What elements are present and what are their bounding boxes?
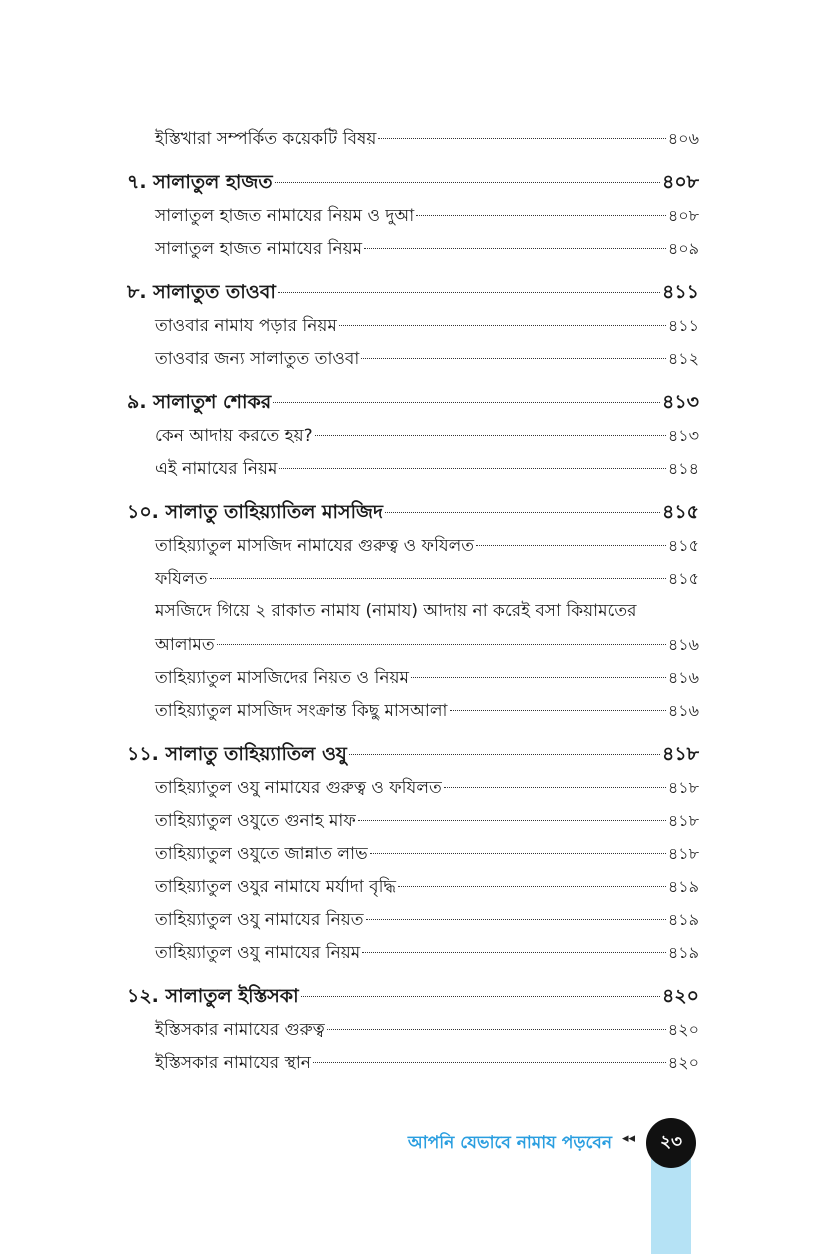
toc-entry-title: তাহিয়্যাতুল মাসজিদ নামাযের গুরুত্ব ও ফযিলত — [155, 536, 475, 556]
dot-leader — [301, 996, 660, 997]
dot-leader — [385, 512, 660, 513]
dot-leader — [358, 820, 666, 821]
toc-page-number: ৪০৬ — [667, 129, 699, 148]
toc-entry-title: ইস্তিখারা সম্পর্কিত কয়েকটি বিষয় — [155, 129, 377, 149]
toc-entry-line[interactable] — [127, 595, 699, 628]
toc-entry[interactable] — [127, 1013, 699, 1046]
toc-entry-title: ১২. সালাতুল ইস্তিসকা — [127, 985, 299, 1007]
toc-entry[interactable] — [127, 342, 699, 375]
dot-leader — [366, 919, 666, 920]
page-number-badge — [646, 1118, 696, 1168]
toc-entry-title: তাহিয়্যাতুল ওযু নামাযের নিয়ম — [155, 943, 361, 963]
toc-entry-title: ৭. সালাতুল হাজত — [127, 171, 273, 193]
toc-entry[interactable] — [127, 199, 699, 232]
dot-leader — [416, 215, 666, 216]
toc-entry-title: তাহিয়্যাতুল মাসজিদ সংক্রান্ত কিছু মাসআলা — [155, 701, 448, 721]
toc-entry[interactable] — [127, 628, 699, 661]
toc-page-number: ৪২০ — [667, 1053, 699, 1072]
toc-chapter-entry[interactable] — [127, 979, 699, 1013]
toc-entry[interactable] — [127, 661, 699, 694]
toc-entry-title: সালাতুল হাজত নামাযের নিয়ম ও দুআ — [155, 206, 415, 226]
toc-chapter-entry[interactable] — [127, 737, 699, 771]
dot-leader — [279, 468, 665, 469]
toc-page-number: ৪১৯ — [667, 877, 699, 896]
toc-chapter-entry[interactable] — [127, 165, 699, 199]
toc-page-number: ৪১৯ — [667, 910, 699, 929]
toc-entry-title: এই নামাযের নিয়ম — [155, 459, 278, 479]
dot-leader — [450, 710, 666, 711]
toc-entry[interactable] — [127, 419, 699, 452]
toc-entry-title: সালাতুল হাজত নামাযের নিয়ম — [155, 239, 363, 259]
footer-book-title: আপনি যেভাবে নামায পড়বেন — [407, 1133, 612, 1153]
toc-entry-title: আলামত — [155, 635, 215, 655]
toc-page-number: ৪১৩ — [661, 391, 699, 413]
toc-entry-title: তাহিয়্যাতুল ওযুতে জান্নাত লাভ — [155, 844, 368, 864]
toc-page-number: ৪২০ — [667, 1020, 699, 1039]
toc-entry-title: তাহিয়্যাতুল মাসজিদের নিয়ত ও নিয়ম — [155, 668, 409, 688]
toc-entry-title: তাহিয়্যাতুল ওযুতে গুনাহ মাফ — [155, 811, 356, 831]
toc-entry-title: কেন আদায় করতে হয়? — [155, 426, 313, 446]
toc-page-number: ৪০৮ — [667, 206, 699, 225]
toc-page-number: ৪১৮ — [667, 778, 699, 797]
dot-leader — [217, 644, 666, 645]
toc-entry[interactable] — [127, 1046, 699, 1079]
toc-entry[interactable] — [127, 870, 699, 903]
page-number: ২৩ — [659, 1132, 683, 1152]
toc-page-number: ৪১৫ — [667, 536, 699, 555]
toc-entry[interactable] — [127, 936, 699, 969]
toc-page-number: ৪১৫ — [667, 569, 699, 588]
toc-page-number: ৪১৮ — [667, 844, 699, 863]
toc-chapter-entry[interactable] — [127, 495, 699, 529]
dot-leader — [370, 853, 666, 854]
toc-page-number: ৪১৪ — [667, 459, 699, 478]
toc-entry-title: ৮. সালাতুত তাওবা — [127, 281, 276, 303]
dot-leader — [361, 358, 666, 359]
double-left-arrow-icon: ◂◂ — [622, 1131, 636, 1146]
toc-entry-title: তাহিয়্যাতুল ওযু নামাযের নিয়ত — [155, 910, 364, 930]
toc-entry[interactable] — [127, 232, 699, 265]
toc-page-number: ৪১১ — [662, 281, 699, 303]
toc-entry-title: ইস্তিসকার নামাযের গুরুত্ব — [155, 1020, 325, 1040]
toc-entry[interactable] — [127, 529, 699, 562]
toc-entry[interactable] — [127, 903, 699, 936]
toc-page-number: ৪১৩ — [667, 426, 699, 445]
toc-page-number: ৪১২ — [667, 349, 699, 368]
toc-entry[interactable] — [127, 771, 699, 804]
dot-leader — [398, 886, 666, 887]
toc-entry-title: ১১. সালাতু তাহিয়্যাতিল ওযু — [127, 743, 347, 765]
dot-leader — [444, 787, 666, 788]
toc-page-number: ৪১৬ — [667, 701, 699, 720]
dot-leader — [327, 1029, 666, 1030]
dot-leader — [210, 578, 666, 579]
table-of-contents — [127, 122, 699, 1079]
toc-entry-title: মসজিদে গিয়ে ২ রাকাত নামায (নামায) আদায় না করেই বসা কিয়ামতের — [155, 601, 637, 621]
toc-entry-title: তাওবার জন্য সালাতুত তাওবা — [155, 349, 360, 369]
toc-page-number: ৪১৮ — [667, 811, 699, 830]
toc-page-number: ৪২০ — [661, 985, 699, 1007]
toc-page-number: ৪০৮ — [661, 171, 699, 193]
toc-entry[interactable] — [127, 694, 699, 727]
dot-leader — [313, 1062, 666, 1063]
dot-leader — [275, 182, 660, 183]
dot-leader — [315, 435, 666, 436]
dot-leader — [364, 248, 666, 249]
toc-entry-title: ৯. সালাতুশ শোকর — [127, 391, 272, 413]
toc-page-number: ৪১৮ — [662, 743, 699, 765]
toc-entry-title: ১০. সালাতু তাহিয়্যাতিল মাসজিদ — [127, 501, 383, 523]
toc-page-number: ৪১১ — [667, 316, 699, 335]
dot-leader — [362, 952, 666, 953]
toc-page-number: ৪১৬ — [667, 668, 699, 687]
toc-entry[interactable] — [127, 452, 699, 485]
toc-entry[interactable] — [127, 562, 699, 595]
dot-leader — [378, 138, 665, 139]
toc-page-number: ৪১৯ — [667, 943, 699, 962]
dot-leader — [273, 402, 660, 403]
toc-entry[interactable] — [127, 837, 699, 870]
toc-entry-title: তাহিয়্যাতুল ওযু নামাযের গুরুত্ব ও ফযিলত — [155, 778, 442, 798]
toc-entry-title: তাওবার নামায পড়ার নিয়ম — [155, 316, 337, 336]
dot-leader — [339, 325, 666, 326]
dot-leader — [278, 292, 660, 293]
dot-leader — [411, 677, 666, 678]
dot-leader — [476, 545, 666, 546]
toc-page-number: ৪১৫ — [662, 501, 699, 523]
toc-entry[interactable] — [127, 804, 699, 837]
toc-page-number: ৪০৯ — [667, 239, 699, 258]
toc-entry[interactable] — [127, 309, 699, 342]
toc-chapter-entry[interactable] — [127, 385, 699, 419]
dot-leader — [349, 754, 660, 755]
toc-chapter-entry[interactable] — [127, 275, 699, 309]
toc-entry[interactable] — [127, 122, 699, 155]
toc-entry-title: ইস্তিসকার নামাযের স্থান — [155, 1053, 311, 1073]
toc-page-number: ৪১৬ — [667, 635, 699, 654]
toc-entry-title: তাহিয়্যাতুল ওযুর নামাযে মর্যাদা বৃদ্ধি — [155, 877, 396, 897]
toc-entry-title: ফযিলত — [155, 569, 208, 589]
